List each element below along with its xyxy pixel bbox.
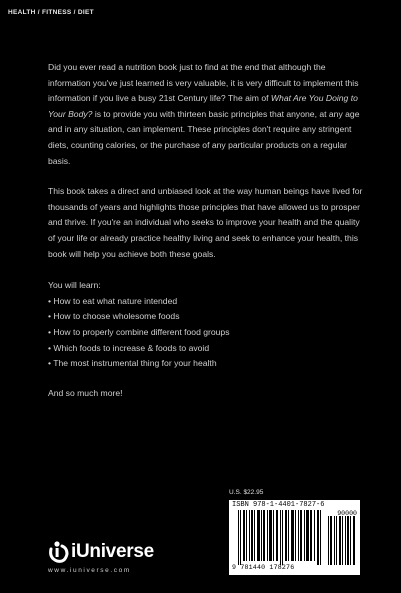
publisher-logo bbox=[47, 540, 187, 564]
book-title: What Are You Doing to Your Body? bbox=[48, 93, 358, 119]
isbn-text: ISBN 978-1-4401-7827-6 bbox=[232, 501, 325, 509]
list-item: • Which foods to increase & foods to avoid bbox=[48, 342, 210, 353]
category-label: HEALTH / FITNESS / DIET bbox=[8, 9, 94, 16]
iuniverse-swirl-icon bbox=[47, 540, 69, 564]
isbn-barcode bbox=[229, 500, 360, 575]
barcode-addon-number: 90000 bbox=[337, 510, 357, 517]
publisher-name: iUniverse bbox=[71, 541, 154, 562]
overview-paragraph: This book takes a direct and unbiased look at the way human beings have lived for thousands of years and highlights those principles that have allowed us to prosper and thrive. If you're an individual who seeks to improve your health and the quality of your life or already practice healthy living and seek to enhance your health, this book will help you achieve both these goals. bbox=[48, 186, 363, 259]
list-item: • How to eat what nature intended bbox=[48, 295, 178, 306]
learn-list bbox=[48, 294, 366, 372]
back-cover-description bbox=[48, 60, 366, 401]
intro-text-start: Did you ever read a nutrition book just to find at the end that although the information you've just learned is very valuable, it is very difficult to implement this information if you live a busy 21st Century life? The aim of bbox=[48, 62, 359, 104]
learn-heading: You will learn: bbox=[48, 280, 101, 291]
list-item: • How to choose wholesome foods bbox=[48, 311, 180, 322]
barcode-number: 9 781440 178276 bbox=[232, 564, 295, 571]
publisher-website: www.iuniverse.com bbox=[48, 567, 131, 574]
barcode-bars bbox=[232, 510, 357, 565]
intro-text-end: is to provide you with thirteen basic principles that anyone, at any age and in any situation, can implement. These principles don't require any stringent diets, counting calories, or the purchase of any particular products on a regular basis. bbox=[48, 108, 360, 166]
closing-line: And so much more! bbox=[48, 387, 123, 398]
list-item: • The most instrumental thing for your health bbox=[48, 358, 217, 369]
list-item: • How to properly combine different food groups bbox=[48, 326, 230, 337]
intro-paragraph bbox=[48, 60, 366, 169]
price-label: U.S. $22.95 bbox=[229, 489, 264, 496]
